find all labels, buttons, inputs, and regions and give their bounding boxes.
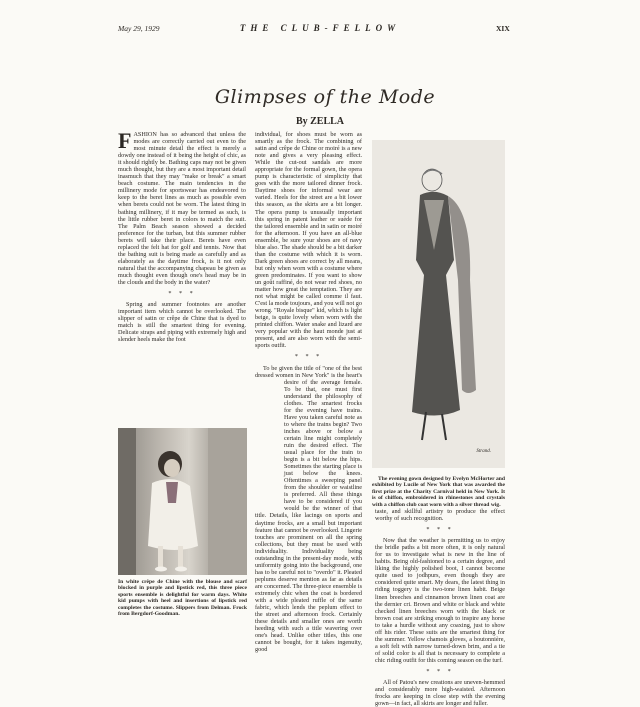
article-title: Glimpses of the Mode [214,86,436,108]
section-separator: * * * [426,667,454,675]
issue-date: May 29, 1929 [118,24,160,33]
section-separator: * * * [294,353,323,361]
artist-signature: Strand. [476,449,491,454]
paragraph [118,128,246,286]
byline: By ZELLA [295,116,345,127]
paragraph: To be given the title of "one of the best dressed women in New York" is the heart's desire of the average female. To be that, one must first understand the philosophy of clothes. The smartest frocks for the evening have trains. Have you taken careful note as to where the trains begin? Two inches above or below a certain line might completely ruin the desired effect. The usual place for the train to begin is a bit below the hips. Sometimes the starting place is just below the knees. Oftentimes a sweeping panel from the shoulder or waistline is preferred. All these things have to be considered if you would be the winner of that title. Details, like lacings on sports and daytime frocks, are a small but important feature that cannot be overlooked. Lingerie touches are prominent on all the spring collections, but they must be used with individuality. Individuality being outstanding in the present-day mode, with uniformity going into the background, one has to be careful not to "overdo" it. Pleated peplums deserve mention as far as details are concerned. The three-piece ensemble is extremely chic when the coat is bordered with a wide pleated ruffle of the same fabric, which lends the peplum effect to the street and afternoon frock. Certainly these details and smaller ones are worth heeding with such a title wavering over one's head. Unlike other titles, this one cannot be bought, for it takes ingenuity, good [255,364,362,654]
publication-title: THE CLUB-FELLOW [239,23,401,33]
evening-gown-illustration [372,140,505,468]
paragraph: All of Patou's new creations are uneven-hemmed and considerably more high-waisted. Afternoon frocks are keeping in close step with the evening gown—in fact, all skirts are longer and fuller. [375,679,505,707]
photo-caption: In white crêpe de Chine with the blouse and scarf blocked in purple and lipstick red, this three piece sports ensemble is delightful for warm days. White kid pumps with heel and insertions of lipstick red completes the costume. Slippers from Delman. Frock from Bergdorf-Goodman. [118,579,247,618]
fashion-photograph [118,428,247,575]
paragraph: taste, and skillful artistry to produce the effect worthy of such recognition. [375,508,505,523]
column-2 [255,131,362,653]
section-separator: * * * [426,526,454,534]
illustration-caption: The evening gown designed by Evelyn McHorter and exhibited by Lucile of New York that was awarded the first prize at the Charity Carnival held in New York. It is of chiffon, embroidered in rhinestones and crystals with a chiffon club coat worn with a silver thread wig. [372,476,505,508]
paragraph-text: ASHION has so advanced that unless the modes are correctly carried out even to the most minute detail the effect is merely a dowdy one instead of it being the height of chic, as it should rightly be. Bathing caps may not be given much thought, but they are a most important detail inasmuch that they may "make or break" a smart beach costume. The main tendencies in the millinery mode for sportswear has endeavored to keep to the beret lines as much as possible even when berets could not be worn. The latest thing in bathing millinery, if it may be termed as such, is the little rubber beret in colors to match the suit. The Palm Beach season showed a decided preference for the turban, but this summer rubber berets will take their place. Berets have even replaced the felt hat for golf and tennis. Now that the bathing suit is being made as carefully and as elaborately as the daytime frock, is it not only natural that the accompanying chapeau be given as much thought even though one's head may be in the clouds and the body in the water? [118,131,246,286]
paragraph: individual, for shoes must be worn as smartly as the frock. The combining of satin and crêpe de Chine or moiré is a new note and gives a very pleasing effect. While the cut-out sandals are more appropriate for the formal gown, the opera pump is characteristic of simplicity that goes with the more tailored dinner frock. Daytime shoes for informal wear are varied. Heels for the street are a bit lower this season, as the skirts are a bit longer. The opera pump is unusually important this spring in patent leather or suède for the tailored ensemble and in satin or moiré for the afternoon. If you have an all-blue ensemble, be sure your shoes are of navy blue also. The shade should be a bit darker than the costume with which it is worn. Dark green shoes are correct by all means, but only when worn with a costume where green predominates. If you want to show un goût raffiné, do not wear red shoes, no matter how great the temptation. They are not what might be called comme il faut. C'est la mode toujours, and you will not go wrong. "Royale bisque" kid, which is light beige, is quite lovely when worn with the printed chiffon. Water snake and lizard are very popular with the haut monde just at present, and are also worn with the semi-sports outfit. [255,131,362,350]
drop-cap: F [118,128,132,153]
evening-gown-drawing [372,140,505,468]
page-number: XIX [496,24,510,33]
column-1 [118,128,246,344]
paragraph: Now that the weather is permitting us to enjoy the bridle paths a bit more often, it is only natural for us to investigate what is new in the line of habits. Being old-fashioned to a certain degree, and liking the highly polished boot, I cannot become quite used to jodhpurs, even though they are considered quite smart. My dears, the latest thing in riding toggery is the two-tone linen habit. Beige linen breeches and cinnamon brown linen coat are the dernier cri. Brown and white or black and white checked linen breeches worn with the black or brown coat are striking enough to inspire any horse to take a hurdle without any coaxing, just to show off his rider. These suits are the smartest thing for the summer. Yellow chamois gloves, a boutonnière, a soft felt with narrow turned-down brim, and a tie of solid color is all that is necessary to complete a chic riding outfit for this coming season on the turf. [375,537,505,664]
section-separator: * * * [168,290,196,298]
column-3 [375,508,505,707]
woman-in-sports-ensemble-image [118,428,247,575]
paragraph: Spring and summer footnotes are another important item which cannot be overlooked. The slipper of satin or crêpe de Chine that is dyed to match is still the smartest thing for evening. Delicate straps and piping with extremely high and slender heels make the foot [118,301,246,344]
